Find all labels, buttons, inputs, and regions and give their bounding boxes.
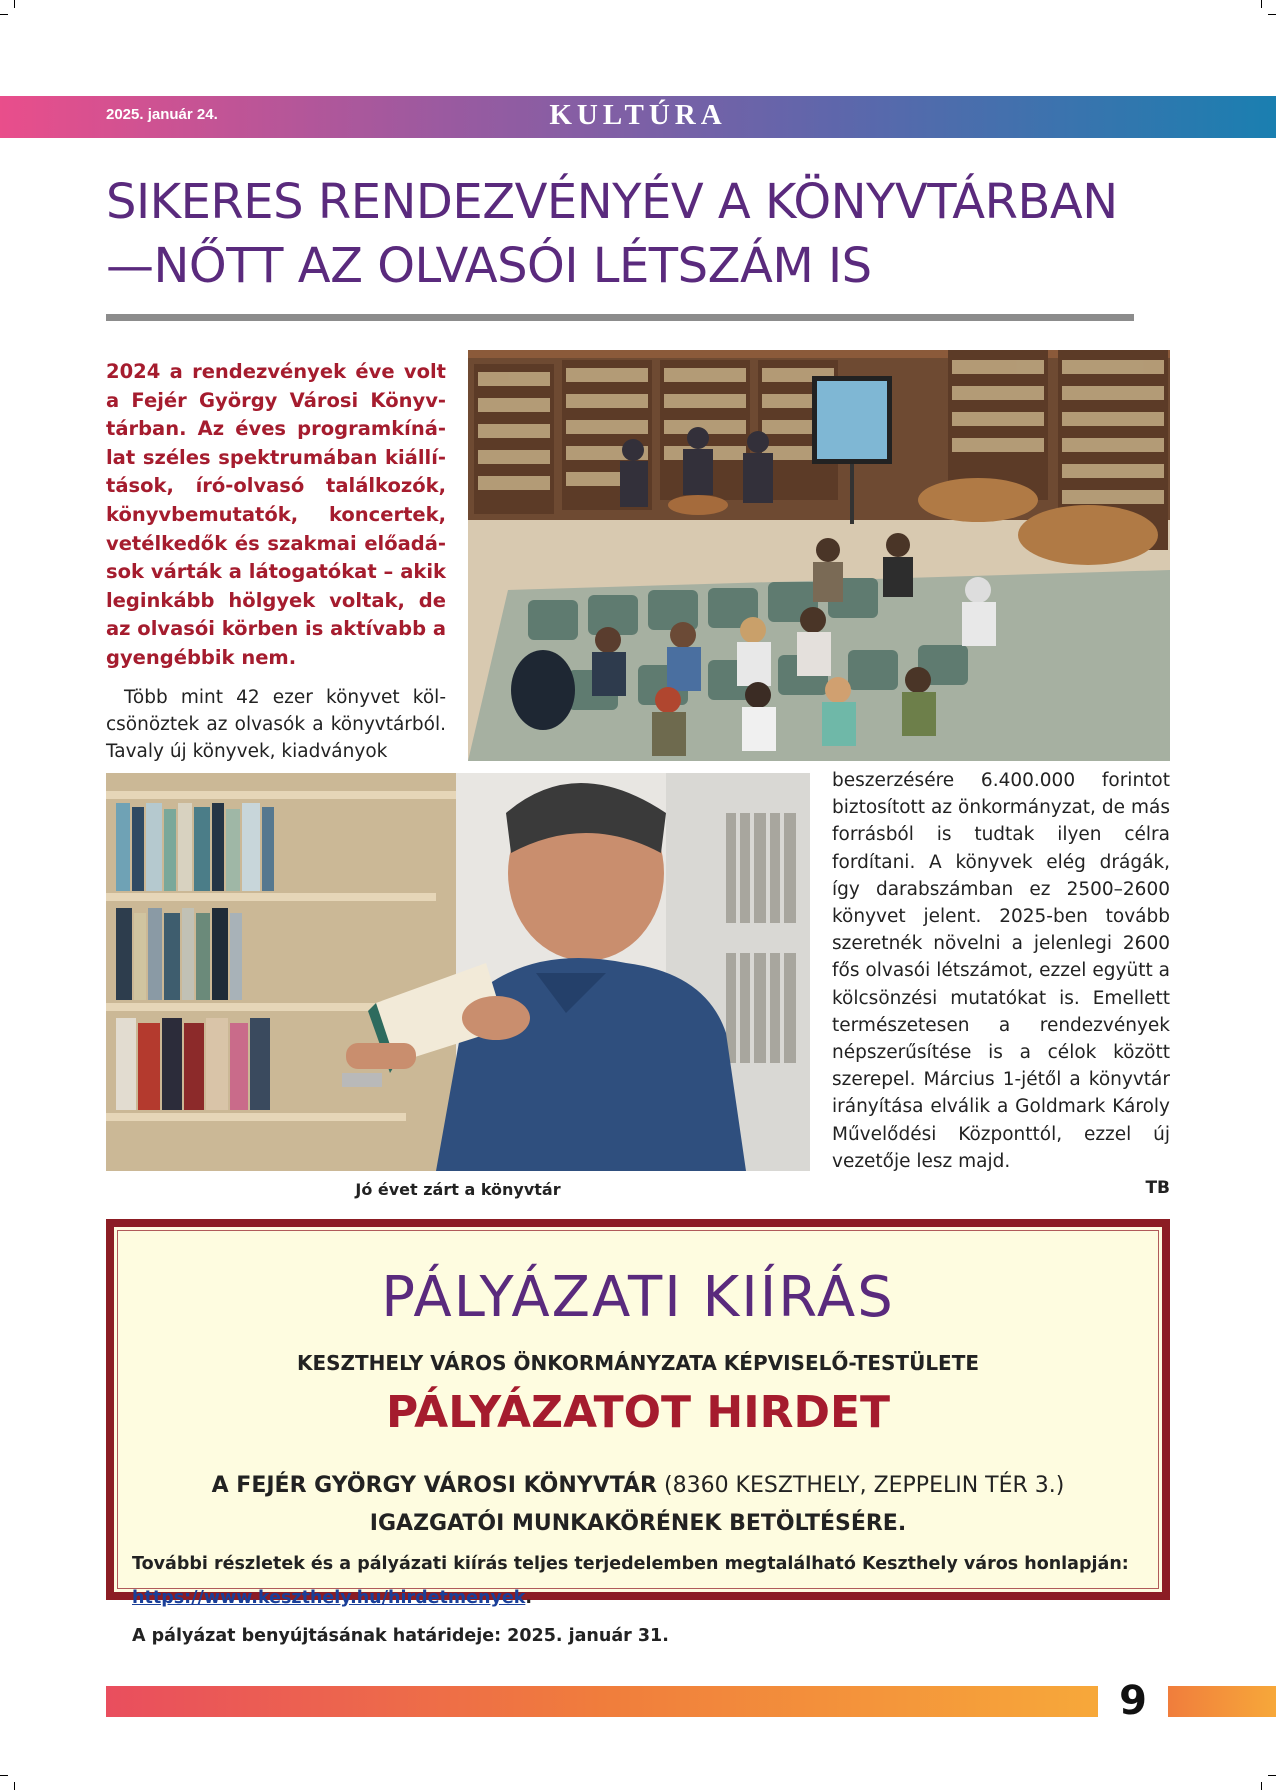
announcement-details	[132, 1547, 1144, 1615]
announcement-position-line-2: IGAZGATÓI MUNKAKÖRÉNEK BETÖLTÉSÉRE.	[369, 1511, 907, 1536]
footer-bar	[106, 1686, 1098, 1717]
article-title-line-2: —NŐTT AZ OLVASÓI LÉTSZÁM IS	[106, 238, 872, 294]
crop-mark	[1268, 1775, 1276, 1776]
footer-bar-right	[1168, 1686, 1276, 1717]
issue-date: 2025. január 24.	[106, 106, 218, 123]
announcement-address: (8360 KESZTHELY, ZEPPELIN TÉR 3.)	[657, 1473, 1065, 1498]
crop-mark	[1261, 1782, 1262, 1790]
crop-mark	[0, 1775, 8, 1776]
announcement-call: PÁLYÁZATOT HIRDET	[385, 1387, 891, 1438]
header-band	[0, 96, 1276, 138]
author-signature: TB	[1145, 1178, 1170, 1198]
reader-photo	[106, 773, 810, 1171]
page-number: 9	[1119, 1678, 1147, 1724]
photo-caption: Jó évet zárt a könyvtár	[355, 1180, 561, 1199]
article-lead: 2024 a rendezvények éve volt a Fejér György Városi Könyvtárban. Az éves programkínálat széles spektrumában kiállítások, író-olvasó találkozók, könyvbemutatók, koncertek, vetélkedők és szakmai előadások várták a látogatókat – akik leginkább hölgyek voltak, de az olvasói körben is aktívabb a gyengébbik nem.	[106, 360, 446, 669]
crop-mark	[0, 14, 8, 15]
article-body-part-1: Több mint 42 ezer könyvet kölcsönöztek az olvasók a könyvtárból. Tavaly új könyvek, kiadványok	[106, 687, 446, 763]
announcement-issuer: KESZTHELY VÁROS ÖNKORMÁNYZATA KÉPVISELŐ-TESTÜLETE	[296, 1351, 980, 1375]
crop-mark	[1268, 14, 1276, 15]
announcement-heading: PÁLYÁZATI KIÍRÁS	[381, 1265, 895, 1330]
announcement-position	[114, 1467, 1162, 1543]
crop-mark	[14, 0, 15, 8]
announcement-link-suffix: .	[525, 1588, 533, 1608]
article-title	[106, 170, 1146, 298]
man-reading-illustration	[106, 773, 810, 1171]
announcement-deadline: A pályázat benyújtásának határideje: 2025. január 31.	[132, 1626, 669, 1646]
crop-mark	[14, 1782, 15, 1790]
announcement-position-line-1	[114, 1467, 1162, 1505]
announcement-inner	[112, 1225, 1164, 1646]
article-title-line-1: SIKERES RENDEZVÉNYÉV A KÖNYVTÁRBAN	[106, 174, 1118, 230]
announcement-link[interactable]: https://www.keszthely.hu/hirdetmenyek	[132, 1588, 526, 1608]
library-event-illustration	[468, 350, 1170, 761]
announcement-box	[106, 1219, 1170, 1646]
title-divider	[106, 314, 1134, 321]
event-photo	[468, 350, 1170, 761]
crop-mark	[1261, 0, 1262, 8]
section-title: KULTÚRA	[549, 99, 727, 131]
article-body-part-2: beszerzésére 6.400.000 forintot biztosított az önkormányzat, de más forrásból is tudtak ilyen célra fordítani. A könyvek elég drágák, így darabszámban ez 2500–2600 könyvet jelent. 2025-ben tovább szeretnék növelni a jelenlegi 2600 fős olvasói létszámot, ezzel együtt a kölcsönzési mutatókat is. Emellett természetesen a rendezvények népszerűsítése is a célok között szerepel. Március 1-jétől a könyvtár irányítása elválik a Goldmark Károly Művelődési Központtól, ezzel új vezetője lesz majd.	[832, 770, 1170, 1172]
announcement-org: A FEJÉR GYÖRGY VÁROSI KÖNYVTÁR	[211, 1473, 657, 1498]
announcement-details-text: További részletek és a pályázati kiírás teljes terjedelemben megtalálható Keszthely város honlapján:	[132, 1554, 1129, 1574]
